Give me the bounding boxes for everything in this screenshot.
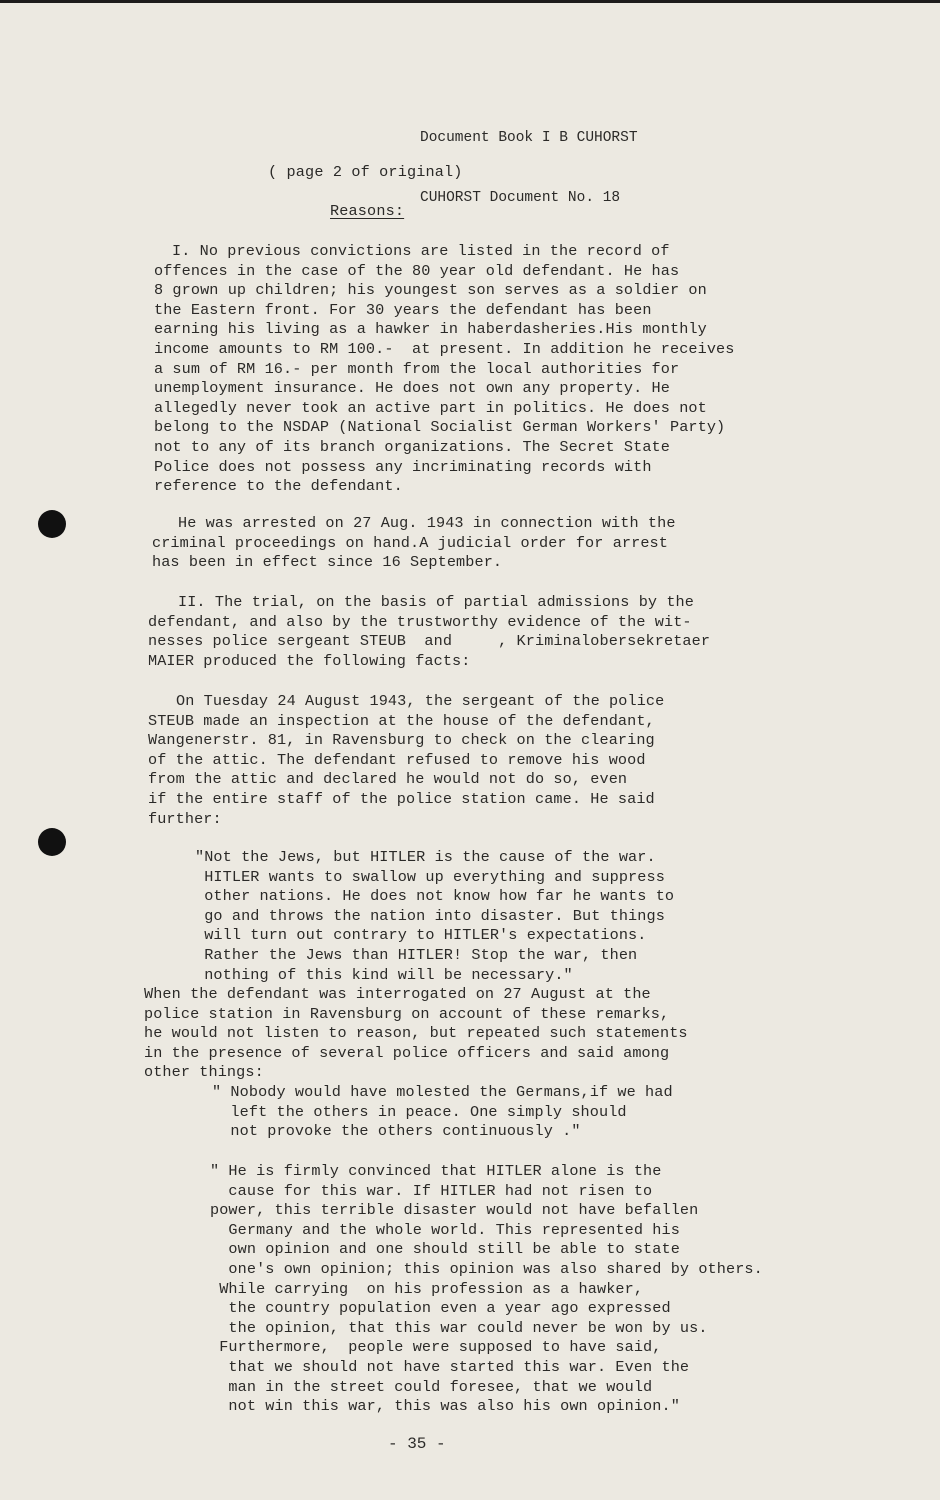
text-line: he would not listen to reason, but repeated such statements [144, 1024, 688, 1043]
quote-line: Furthermore, people were supposed to have said, [210, 1338, 662, 1357]
text-line: nesses police sergeant STEUB and , Kriminalobersekretaer [148, 632, 711, 651]
header-document-no: CUHORST Document No. 18 [420, 190, 621, 206]
quote-line: own opinion and one should still be able to state [210, 1240, 680, 1259]
text-line: Wangenerstr. 81, in Ravensburg to check on the clearing [148, 731, 655, 750]
quote-line: not provoke the others continuously ." [212, 1122, 581, 1141]
quote-line: go and throws the nation into disaster. But things [195, 906, 665, 925]
quote-line: other nations. He does not know how far he wants to [195, 887, 675, 906]
quote-line: HITLER wants to swallow up everything and suppress [195, 867, 665, 886]
page-number: - 35 - [388, 1435, 446, 1453]
text-line: II. The trial, on the basis of partial admissions by the [178, 593, 694, 611]
paragraph-three [148, 593, 710, 671]
text-line: in the presence of several police officers and said among [144, 1043, 670, 1062]
text-line: further: [148, 809, 222, 828]
quote-line: " He is firmly convinced that HITLER alone is the [210, 1162, 662, 1180]
text-line: police station in Ravensburg on account of these remarks, [144, 1004, 670, 1023]
paragraph-two [152, 514, 676, 573]
page-of-original: ( page 2 of original) [268, 163, 463, 181]
text-line: reference to the defendant. [154, 477, 403, 496]
quote-line: Rather the Jews than HITLER! Stop the war, then [195, 945, 638, 964]
quote-three [210, 1162, 763, 1417]
text-line: On Tuesday 24 August 1943, the sergeant of the police [176, 692, 665, 710]
reasons-heading: Reasons: [330, 202, 405, 220]
quote-line: nothing of this kind will be necessary." [195, 965, 573, 984]
text-line: a sum of RM 16.- per month from the local authorities for [154, 359, 680, 378]
quote-line: will turn out contrary to HITLER's expectations. [195, 926, 647, 945]
quote-line: Germany and the whole world. This represented his [210, 1220, 680, 1239]
text-line: has been in effect since 16 September. [152, 553, 503, 572]
quote-one [195, 848, 674, 985]
quote-line: not win this war, this was also his own opinion." [210, 1397, 680, 1416]
quote-line: that we should not have started this war. Even the [210, 1357, 690, 1376]
quote-line: man in the street could foresee, that we would [210, 1377, 653, 1396]
text-line: unemployment insurance. He does not own any property. He [154, 379, 670, 398]
quote-line: the country population even a year ago expressed [210, 1299, 671, 1318]
text-line: offences in the case of the 80 year old defendant. He has [154, 261, 680, 280]
text-line: other things: [144, 1063, 264, 1082]
text-line: He was arrested on 27 Aug. 1943 in connection with the [178, 514, 676, 532]
text-line: the Eastern front. For 30 years the defendant has been [154, 300, 652, 319]
text-line: STEUB made an inspection at the house of the defendant, [148, 711, 655, 730]
punch-hole-bottom [38, 828, 66, 856]
text-line: defendant, and also by the trustworthy evidence of the wit- [148, 612, 692, 631]
quote-line: power, this terrible disaster would not have befallen [210, 1201, 699, 1220]
paragraph-five [144, 985, 688, 1083]
quote-line: "Not the Jews, but HITLER is the cause of the war. [195, 848, 656, 866]
text-line: MAIER produced the following facts: [148, 651, 471, 670]
text-line: earning his living as a hawker in haberdasheries.His monthly [154, 320, 707, 339]
text-line: Police does not possess any incriminating records with [154, 457, 652, 476]
quote-line: left the others in peace. One simply should [212, 1102, 627, 1121]
text-line: belong to the NSDAP (National Socialist German Workers' Party) [154, 418, 726, 437]
quote-line: one's own opinion; this opinion was also shared by others. [210, 1259, 763, 1278]
quote-line: the opinion, that this war could never be won by us. [210, 1318, 708, 1337]
text-line: I. No previous convictions are listed in the record of [172, 242, 670, 260]
text-line: 8 grown up children; his youngest son serves as a soldier on [154, 281, 707, 300]
text-line: criminal proceedings on hand.A judicial order for arrest [152, 533, 668, 552]
text-line: allegedly never took an active part in politics. He does not [154, 398, 707, 417]
page-top-edge [0, 0, 940, 3]
text-line: from the attic and declared he would not do so, even [148, 770, 628, 789]
text-line: of the attic. The defendant refused to remove his wood [148, 750, 646, 769]
text-line: not to any of its branch organizations. The Secret State [154, 437, 670, 456]
quote-line: cause for this war. If HITLER had not risen to [210, 1181, 653, 1200]
text-line: When the defendant was interrogated on 27 August at the [144, 985, 651, 1003]
quote-two [212, 1083, 673, 1142]
text-line: if the entire staff of the police station came. He said [148, 789, 655, 808]
quote-line: " Nobody would have molested the Germans,if we had [212, 1083, 673, 1101]
header-book-line: Document Book I B CUHORST [420, 130, 638, 146]
text-line: income amounts to RM 100.- at present. In addition he receives [154, 339, 735, 358]
paragraph-four [148, 692, 664, 829]
quote-line: While carrying on his profession as a hawker, [210, 1279, 644, 1298]
punch-hole-top [38, 510, 66, 538]
paragraph-one [154, 242, 734, 497]
